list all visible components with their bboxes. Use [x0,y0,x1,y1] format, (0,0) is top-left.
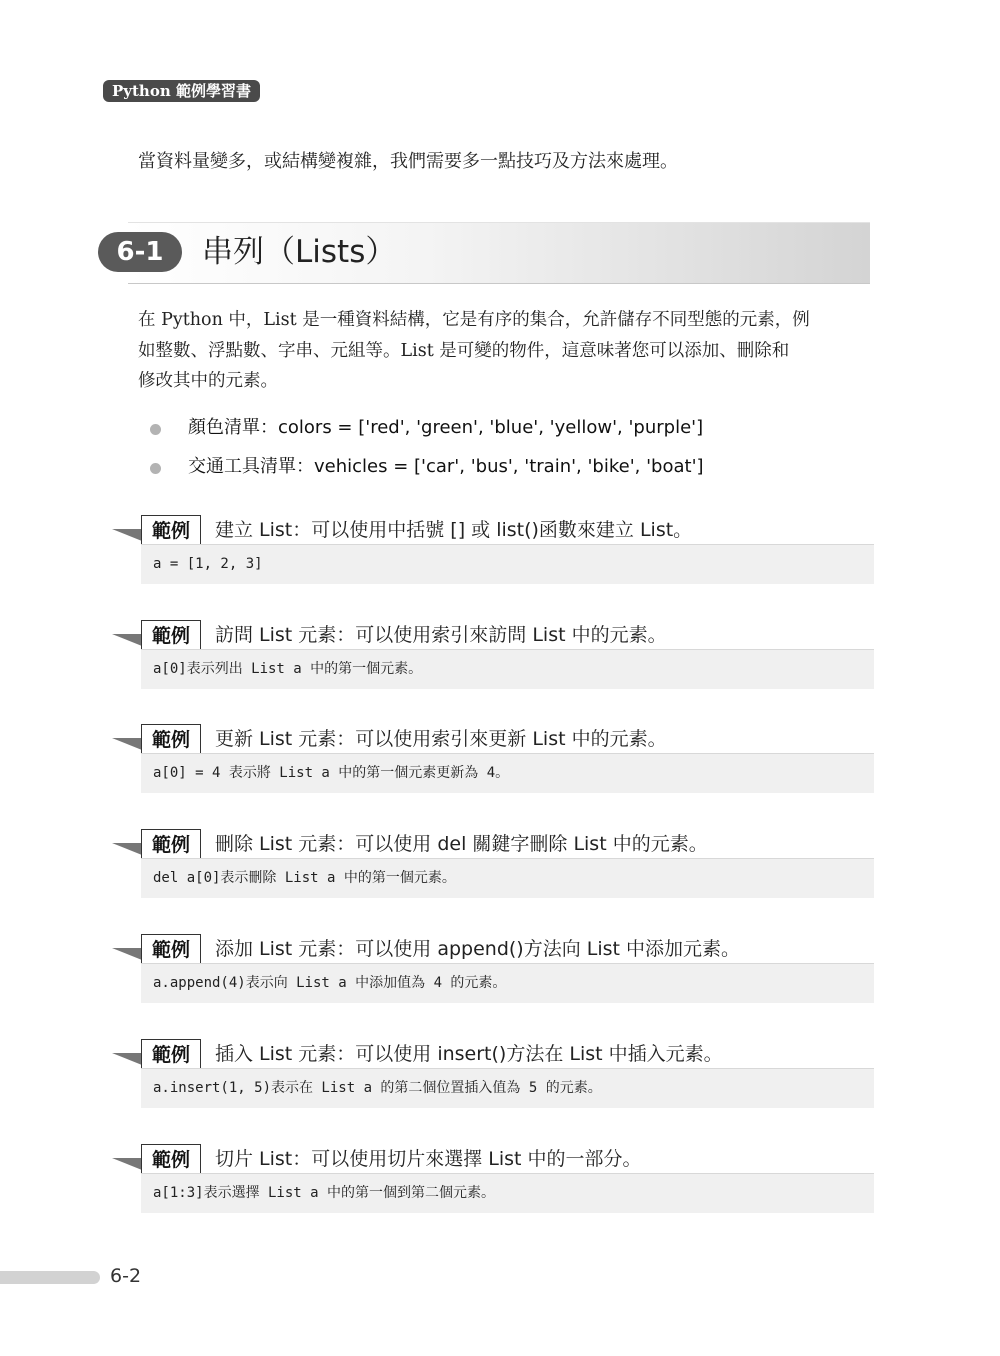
bullet-list [150,412,880,490]
footer-bar [0,1271,100,1284]
example-pointer-icon [112,634,142,646]
example-tag: 範例 [141,1039,201,1068]
example-tag: 範例 [141,724,201,753]
example-pointer-icon [112,948,142,960]
bullet-text: 顏色清單：colors = ['red', 'green', 'blue', 'yellow', 'purple'] [188,417,704,438]
intro-paragraph [138,305,874,397]
example-code: a[1:3]表示選擇 List a 中的第一個到第二個元素。 [153,1185,496,1201]
section-number: 6-1 [98,232,182,272]
paragraph-line: 修改其中的元素。 [138,371,278,391]
example-code-box [141,649,874,689]
bullet-dot-icon [150,424,161,435]
bullet-item [150,412,880,451]
example-pointer-icon [112,738,142,750]
example-block [112,829,874,901]
example-code: a.insert(1, 5)表示在 List a 的第二個位置插入值為 5 的元素。 [153,1080,602,1096]
example-title: 添加 List 元素：可以使用 append()方法向 List 中添加元素。 [215,938,741,960]
example-block [112,1039,874,1111]
example-code: a[0]表示列出 List a 中的第一個元素。 [153,661,423,677]
example-block [112,934,874,1006]
example-block [112,1144,874,1216]
example-code-box [141,1173,874,1213]
paragraph-line: 在 Python 中，List 是一種資料結構，它是有序的集合，允許儲存不同型態的元素，例 [138,310,810,330]
example-title: 建立 List：可以使用中括號 [] 或 list()函數來建立 List。 [215,519,693,541]
example-title: 更新 List 元素：可以使用索引來更新 List 中的元素。 [215,728,667,750]
example-code-box [141,544,874,584]
paragraph-line: 如整數、浮點數、字串、元組等。List 是可變的物件，這意味著您可以添加、刪除和 [138,340,790,361]
book-title-badge: Python 範例學習書 [103,80,260,102]
example-pointer-icon [112,1053,142,1065]
example-pointer-icon [112,1158,142,1170]
example-pointer-icon [112,843,142,855]
intro-text: 當資料量變多，或結構變複雜，我們需要多一點技巧及方法來處理。 [138,151,678,172]
example-title: 插入 List 元素：可以使用 insert()方法在 List 中插入元素。 [215,1043,723,1065]
example-tag: 範例 [141,515,201,544]
bullet-dot-icon [150,463,161,474]
example-tag: 範例 [141,829,201,858]
example-code-box [141,858,874,898]
example-code: a[0] = 4 表示將 List a 中的第一個元素更新為 4。 [153,765,510,781]
example-code: del a[0]表示刪除 List a 中的第一個元素。 [153,870,456,886]
bullet-text: 交通工具清單：vehicles = ['car', 'bus', 'train', 'bike', 'boat'] [188,456,704,477]
example-pointer-icon [112,529,142,541]
example-title: 訪問 List 元素：可以使用索引來訪問 List 中的元素。 [215,624,667,646]
section-title: 串列（Lists） [202,234,397,270]
example-title: 刪除 List 元素：可以使用 del 關鍵字刪除 List 中的元素。 [215,833,708,855]
example-tag: 範例 [141,934,201,963]
example-code: a.append(4)表示向 List a 中添加值為 4 的元素。 [153,975,507,991]
example-tag: 範例 [141,1144,201,1173]
example-code: a = [1, 2, 3] [153,556,263,572]
example-code-box [141,1068,874,1108]
example-block [112,620,874,692]
example-tag: 範例 [141,620,201,649]
example-block [112,724,874,796]
example-code-box [141,753,874,793]
example-code-box [141,963,874,1003]
page-number: 6-2 [110,1265,142,1287]
example-title: 切片 List：可以使用切片來選擇 List 中的一部分。 [215,1148,642,1170]
example-block [112,515,874,587]
bullet-item [150,451,880,490]
